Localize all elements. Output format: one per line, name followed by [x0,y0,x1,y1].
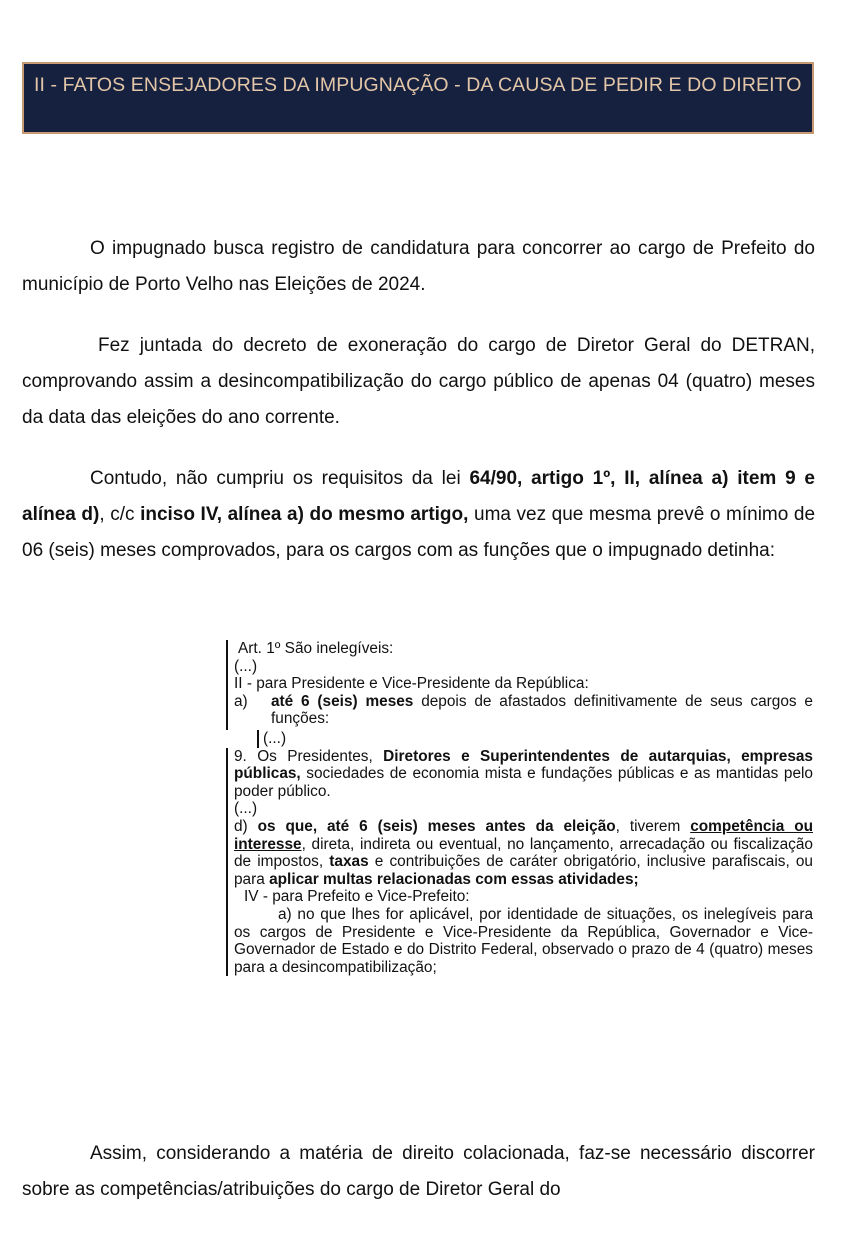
quote-item-9 [234,748,813,801]
quote-block-art [226,640,813,730]
text-bold: Diretores e Superintendentes de autarquias, empresas públicas, [234,747,813,783]
quote-alinea-a [234,693,813,728]
text-bold-underline: competência ou interesse [234,817,813,853]
text-run: Contudo, não cumpriu os requisitos da lei [90,468,470,489]
section-header [22,62,814,134]
text-run: 9. Os Presidentes, [234,747,384,765]
paragraph-exoneration [22,328,815,436]
text-run: e contribuições de caráter obrigatório, inclusive parafiscais, ou para [234,853,813,888]
paragraph-text [22,461,815,569]
text-run: d) [234,817,258,835]
quote-ellipsis: (...) [234,800,258,818]
alinea-bold: até 6 (seis) meses [271,692,414,710]
text-bold: aplicar multas relacionadas com essas atividades; [269,870,639,888]
text-run: , direta, indireta ou eventual, no lançamento, arrecadação ou fiscalização de impostos, [234,835,813,871]
law-reference: 64/90, artigo 1º, II, alínea a) item 9 e alínea d) [22,468,815,525]
quote-article: Art. 1º São inelegíveis: [238,640,394,657]
quote-block-ellipsis [226,730,813,748]
text-bold: os que, até 6 (seis) meses antes da eleição [257,817,616,835]
quote-inciso-iv: IV - para Prefeito e Vice-Prefeito: [244,888,470,906]
quote-inciso-ii: II - para Presidente e Vice-Presidente da República: [234,675,589,693]
paragraph-text: Fez juntada do decreto de exoneração do cargo de Diretor Geral do DETRAN, comprovando assim a desincompatibilização do cargo público de apenas 04 (quatro) meses da data das eleições do ano corrente. [22,335,815,428]
text-run: uma vez que mesma prevê o mínimo de 06 (seis) meses comprovados, para os cargos com as funções que o impugnado detinha: [22,504,816,561]
law-reference: inciso IV, alínea a) do mesmo artigo, [140,504,469,525]
law-quote [226,640,813,976]
paragraph-text: O impugnado busca registro de candidatura para concorrer ao cargo de Prefeito do município de Porto Velho nas Eleições de 2024. [22,238,815,295]
text-run: , c/c [99,504,141,525]
paragraph-conclusion [22,1136,815,1208]
quote-inciso-iv-a: a) no que lhes for aplicável, por identidade de situações, os inelegíveis para os cargos de Presidente e Vice-Presidente da República, Governador e Vice-Governador de Estado e do Distrito Federal, observado o prazo de 4 (quatro) meses para a desincompatibilização; [234,905,813,976]
text-run: , tiverem [615,817,691,835]
alinea-text: depois de afastados definitivamente de seus cargos e funções: [271,692,813,728]
paragraph-candidacy [22,231,815,303]
section-title: II - FATOS ENSEJADORES DA IMPUGNAÇÃO - DA CAUSA DE PEDIR E DO DIREITO [34,74,802,96]
paragraph-text: Assim, considerando a matéria de direito colacionada, faz-se necessário discorrer sobre as competências/atribuições do cargo de Diretor Geral do [22,1143,815,1200]
text-bold: taxas [329,853,369,871]
paragraph-requirements [22,461,815,569]
quote-block-items [226,748,813,977]
alinea-label: a) [234,692,248,710]
quote-ellipsis: (...) [234,657,258,675]
text-run: sociedades de economia mista e fundações públicas e as mantidas pelo poder público. [234,765,813,800]
quote-alinea-d [234,818,813,888]
quote-ellipsis: (...) [257,730,286,748]
